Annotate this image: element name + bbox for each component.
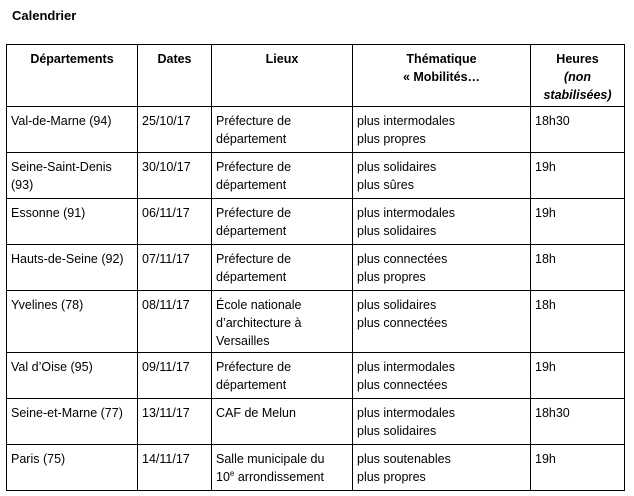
table-row (7, 107, 625, 153)
cell-lieu-line3: Versailles (216, 334, 270, 348)
header-heures-line1: Heures (556, 52, 599, 66)
cell-lieu-line1: Préfecture de (216, 206, 292, 220)
cell-theme (353, 399, 531, 445)
cell-theme-line2: plus propres (357, 470, 426, 484)
cell-date: 25/10/17 (138, 107, 212, 153)
cell-theme-line1: plus soutenables (357, 452, 451, 466)
arrondissement-number: 10 (216, 470, 230, 484)
cell-theme (353, 107, 531, 153)
table-row (7, 199, 625, 245)
cell-lieu-line2: département (216, 132, 287, 146)
cell-heure: 19h (531, 445, 625, 491)
cell-lieu (212, 291, 353, 353)
cell-heure: 18h (531, 245, 625, 291)
cell-theme-line2: plus connectées (357, 316, 448, 330)
header-thematique-line1: Thématique (406, 52, 477, 66)
cell-departement: Seine-et-Marne (77) (7, 399, 138, 445)
table-row (7, 291, 625, 353)
cell-theme-line1: plus solidaires (357, 160, 437, 174)
cell-heure: 18h30 (531, 399, 625, 445)
cell-lieu-line2: département (216, 270, 287, 284)
cell-theme-line1: plus intermodales (357, 360, 455, 374)
cell-lieu-line1: CAF de Melun (216, 406, 296, 420)
header-thematique-line2: « Mobilités… (402, 70, 481, 84)
header-heures (531, 45, 625, 107)
calendar-table (6, 44, 625, 491)
arrondissement-rest: arrondissement (234, 470, 324, 484)
cell-theme (353, 445, 531, 491)
header-heures-line2: (non (563, 70, 592, 84)
cell-heure: 19h (531, 153, 625, 199)
cell-heure: 19h (531, 199, 625, 245)
cell-departement: Seine-Saint-Denis (93) (7, 153, 138, 199)
cell-departement: Yvelines (78) (7, 291, 138, 353)
cell-departement: Essonne (91) (7, 199, 138, 245)
cell-lieu-line1: Préfecture de (216, 114, 292, 128)
table-header-row (7, 45, 625, 107)
cell-theme-line2: plus propres (357, 132, 426, 146)
cell-lieu (212, 199, 353, 245)
table-row (7, 445, 625, 491)
cell-lieu (212, 245, 353, 291)
cell-theme (353, 199, 531, 245)
table-row (7, 245, 625, 291)
cell-lieu-line2: d’architecture à (216, 316, 302, 330)
cell-heure: 18h30 (531, 107, 625, 153)
cell-theme-line2: plus solidaires (357, 424, 437, 438)
cell-departement: Val-de-Marne (94) (7, 107, 138, 153)
cell-heure: 19h (531, 353, 625, 399)
cell-theme-line2: plus solidaires (357, 224, 437, 238)
cell-heure: 18h (531, 291, 625, 353)
cell-theme-line1: plus connectées (357, 252, 448, 266)
cell-lieu-line1: Préfecture de (216, 252, 292, 266)
cell-lieu-line2: département (216, 178, 287, 192)
cell-theme-line1: plus intermodales (357, 114, 455, 128)
header-heures-line3: stabilisées) (543, 88, 612, 102)
table-row (7, 153, 625, 199)
cell-date: 07/11/17 (138, 245, 212, 291)
cell-date: 14/11/17 (138, 445, 212, 491)
cell-lieu-line2: département (216, 378, 287, 392)
cell-theme (353, 153, 531, 199)
cell-date: 06/11/17 (138, 199, 212, 245)
table-row (7, 353, 625, 399)
cell-departement: Val d’Oise (95) (7, 353, 138, 399)
cell-lieu (212, 353, 353, 399)
cell-departement: Hauts-de-Seine (92) (7, 245, 138, 291)
cell-lieu (212, 153, 353, 199)
cell-lieu (212, 445, 353, 491)
cell-lieu-line1: Salle municipale du (216, 452, 325, 466)
cell-lieu-line2: département (216, 224, 287, 238)
cell-theme-line1: plus solidaires (357, 298, 437, 312)
cell-date: 13/11/17 (138, 399, 212, 445)
arrondissement-superscript: e (229, 468, 235, 478)
cell-lieu-line1: École nationale (216, 298, 302, 312)
cell-date: 08/11/17 (138, 291, 212, 353)
cell-lieu-line1: Préfecture de (216, 160, 292, 174)
header-departements: Départements (7, 45, 138, 107)
cell-lieu-line1: Préfecture de (216, 360, 292, 374)
header-thematique (353, 45, 531, 107)
cell-theme (353, 353, 531, 399)
cell-theme-line2: plus propres (357, 270, 426, 284)
cell-theme-line2: plus sûres (357, 178, 414, 192)
cell-date: 30/10/17 (138, 153, 212, 199)
cell-date: 09/11/17 (138, 353, 212, 399)
cell-theme-line2: plus connectées (357, 378, 448, 392)
cell-lieu (212, 107, 353, 153)
cell-theme-line1: plus intermodales (357, 206, 455, 220)
header-lieux: Lieux (212, 45, 353, 107)
cell-theme (353, 291, 531, 353)
page-title: Calendrier (12, 8, 77, 23)
cell-theme (353, 245, 531, 291)
cell-theme-line1: plus intermodales (357, 406, 455, 420)
cell-lieu-line2 (216, 468, 348, 486)
table-row (7, 399, 625, 445)
cell-lieu (212, 399, 353, 445)
cell-departement: Paris (75) (7, 445, 138, 491)
header-dates: Dates (138, 45, 212, 107)
